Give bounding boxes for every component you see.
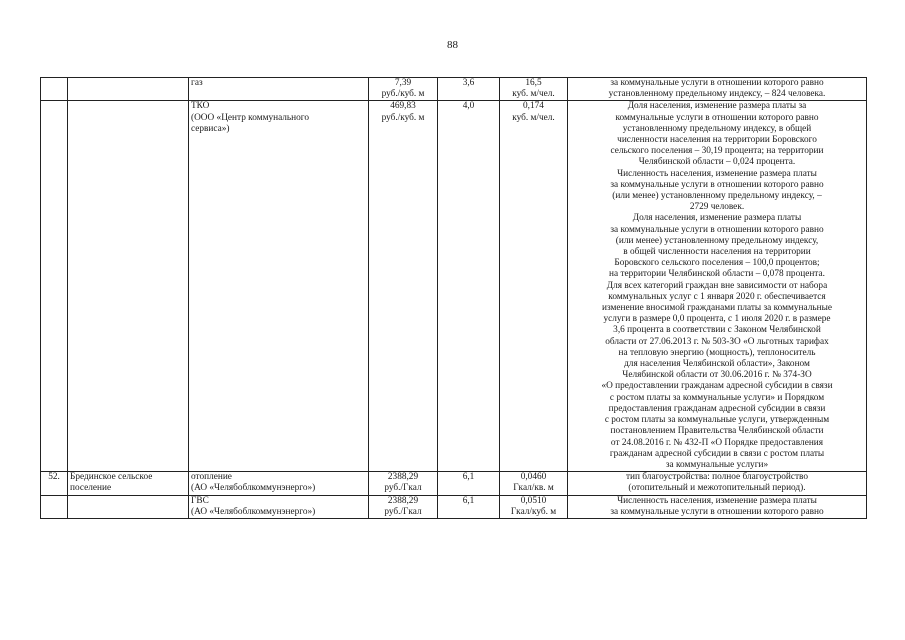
description-line: численности населения на территории Боровского: [617, 135, 817, 146]
index-text: 3,6: [462, 78, 475, 88]
table-row: [41, 101, 867, 472]
index-cell: [438, 472, 500, 495]
index-cell: [438, 101, 500, 472]
index-text: 4,0: [462, 101, 475, 112]
norm-line: 0,0510: [520, 495, 547, 506]
description-line: предоставления гражданам адресной субсидии в связи: [608, 403, 826, 414]
tariff-cell: [369, 472, 438, 495]
norm-line: Гкал/кв. м: [513, 483, 554, 494]
description-line: за коммунальные услуги в отношении которого равно: [610, 224, 824, 235]
norm-line: 0,0460: [520, 472, 547, 483]
description-line: за коммунальные услуги в отношении которого равно: [610, 78, 824, 88]
service-line: (АО «Челябоблкоммунэнерго»): [191, 506, 316, 517]
settlement-cell: [68, 495, 189, 518]
index-text: 6,1: [462, 472, 475, 483]
description-line: 2729 человек.: [689, 202, 745, 213]
description-line: на территории Челябинской области – 0,078 процента.: [609, 269, 825, 280]
service-cell: [189, 495, 369, 518]
description-line: услуги в размере 0,0 процента, с 1 июля 2020 г. в размере: [603, 314, 831, 325]
description-line: коммунальные услуги в отношении которого равно: [615, 112, 819, 123]
tariff-line: руб./куб. м: [381, 89, 425, 100]
description-line: изменение вносимой гражданами платы за коммунальные: [602, 303, 832, 314]
service-line: сервиса»): [191, 123, 230, 134]
service-line: (АО «Челябоблкоммунэнерго»): [191, 483, 316, 494]
description-line: Численность населения, изменение размера платы: [617, 168, 817, 179]
description-line: сельского поселения – 30,19 процента; на территории: [610, 146, 824, 157]
norm-cell: [500, 78, 568, 101]
description-line: 3,6 процента в соответствии с Законом Челябинской: [613, 325, 821, 336]
tariff-line: 2388,29: [387, 472, 419, 483]
description-cell: [568, 495, 867, 518]
table-row: [41, 472, 867, 495]
description-line: на тепловую энергию (мощность), теплоноситель: [618, 347, 816, 358]
description-line: с ростом платы за коммунальные услуги» и Порядком: [609, 392, 825, 403]
description-line: установленному предельному индексу, – 824 человека.: [608, 89, 826, 100]
description-line: Челябинской области – 0,024 процента.: [638, 157, 796, 168]
tariff-cell: [369, 101, 438, 472]
description-line: (или менее) установленному предельному индексу,: [615, 235, 819, 246]
tariff-line: руб./Гкал: [384, 506, 422, 517]
description-line: Доля населения, изменение размера платы за: [627, 101, 807, 112]
description-line: за коммунальные услуги»: [665, 459, 769, 470]
settlement-cell: [68, 101, 189, 472]
settlement-cell: [68, 78, 189, 101]
description-cell: [568, 78, 867, 101]
description-line: гражданам адресной субсидии в связи с ростом платы: [609, 448, 825, 459]
table-row: [41, 78, 867, 101]
description-line: постановлением Правительства Челябинской области: [610, 426, 824, 437]
tariff-line: руб./Гкал: [384, 483, 422, 494]
settlement-cell: [68, 472, 189, 495]
row-number-text: 52.: [48, 472, 60, 483]
row-number-cell: [41, 472, 68, 495]
page-number: 88: [447, 39, 458, 51]
tariff-line: 469,83: [390, 101, 416, 112]
description-line: в общей численности населения на территории: [623, 247, 811, 258]
description-line: коммунальных услуг с 1 января 2020 г. обеспечивается: [608, 291, 826, 302]
description-line: Доля населения, изменение размера платы: [632, 213, 802, 224]
description-line: Боровского сельского поселения – 100,0 процентов;: [614, 258, 820, 269]
description-cell: [568, 472, 867, 495]
service-line: ГВС: [191, 495, 209, 506]
tariff-table: [40, 77, 867, 519]
norm-line: 16,5: [525, 78, 542, 88]
table-row: [41, 495, 867, 518]
index-cell: [438, 78, 500, 101]
norm-line: Гкал/куб. м: [510, 506, 557, 517]
description-line: установленному предельному индексу, в общей: [622, 123, 812, 134]
tariff-cell: [369, 78, 438, 101]
row-number-cell: [41, 78, 68, 101]
service-cell: [189, 78, 369, 101]
service-cell: [189, 101, 369, 472]
norm-cell: [500, 472, 568, 495]
description-line: за коммунальные услуги в отношении которого равно: [610, 179, 824, 190]
index-text: 6,1: [462, 495, 475, 506]
description-line: с ростом платы за коммунальные услуги, утвержденным: [604, 415, 830, 426]
tariff-cell: [369, 495, 438, 518]
description-line: от 24.08.2016 г. № 432-П «О Порядке предоставления: [610, 437, 824, 448]
tariff-line: 2388,29: [387, 495, 419, 506]
service-line: отопление: [191, 472, 232, 483]
description-line: (или менее) установленному предельному индексу, –: [612, 191, 822, 202]
description-line: Численность населения, изменение размера платы: [617, 495, 817, 506]
norm-line: 0,174: [523, 101, 544, 112]
description-line: для населения Челябинской области», Законом: [624, 359, 810, 370]
description-line: Челябинской области от 30.06.2016 г. № 374-ЗО: [622, 370, 812, 381]
index-cell: [438, 495, 500, 518]
table-body: [41, 78, 867, 519]
description-cell: [568, 101, 867, 472]
description-line: «О предоставлении гражданам адресной субсидии в связи: [601, 381, 833, 392]
description-line: области от 27.06.2013 г. № 503-ЗО «О льготных тарифах: [605, 336, 829, 347]
service-line: (ООО «Центр коммунального: [191, 112, 310, 123]
norm-cell: [500, 495, 568, 518]
settlement-text: Брединское сельское поселение: [70, 472, 153, 494]
row-number-cell: [41, 495, 68, 518]
service-line: ТКО: [191, 101, 210, 112]
norm-line: куб. м/чел.: [512, 112, 555, 123]
norm-cell: [500, 101, 568, 472]
description-line: тип благоустройства: полное благоустройство: [625, 472, 809, 483]
service-line: газ: [191, 78, 203, 88]
description-line: за коммунальные услуги в отношении которого равно: [610, 506, 824, 517]
description-line: Для всех категорий граждан вне зависимости от набора: [606, 280, 828, 291]
tariff-line: руб./куб. м: [381, 112, 425, 123]
description-line: (отопительный и межотопительный период).: [628, 483, 806, 494]
tariff-line: 7,39: [394, 78, 412, 88]
row-number-cell: [41, 101, 68, 472]
service-cell: [189, 472, 369, 495]
norm-line: куб. м/чел.: [512, 89, 555, 100]
